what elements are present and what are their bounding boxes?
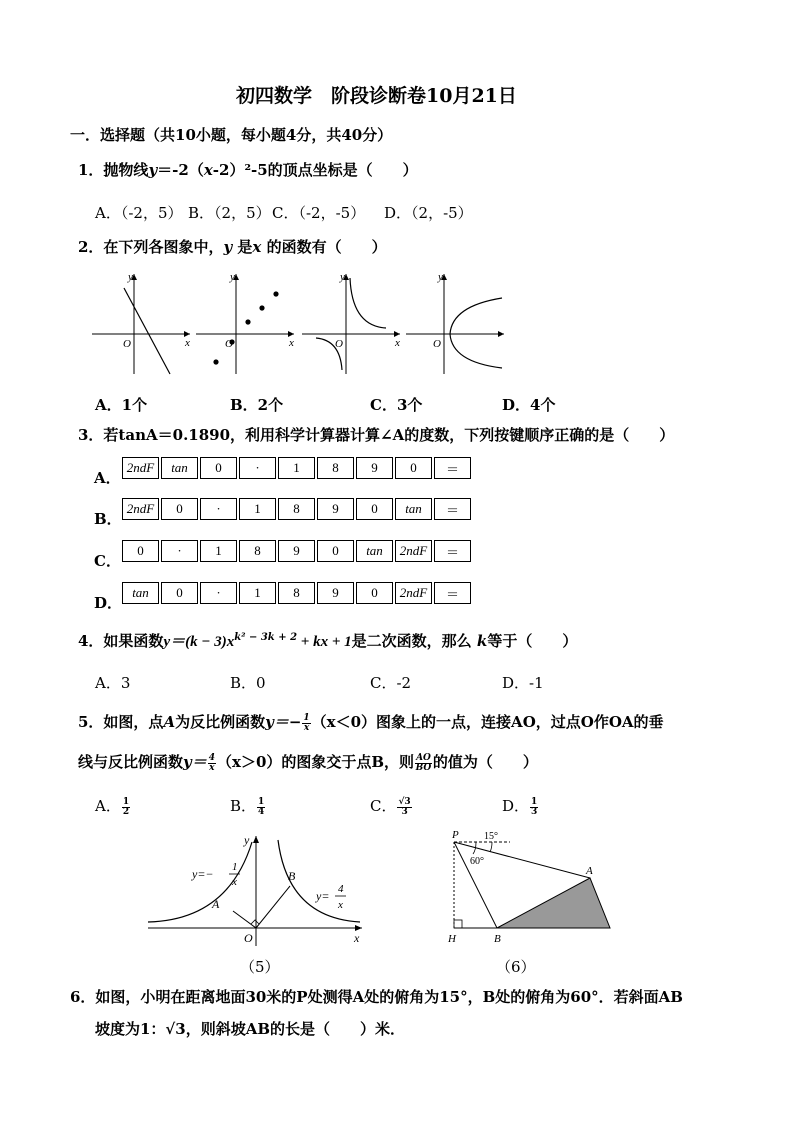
key: 1 [239, 498, 276, 520]
question-5-option-b[interactable]: B． $\frac{1}{4}$ [230, 796, 265, 817]
key-sequence-c [122, 540, 471, 562]
point-a-label: A [212, 897, 220, 911]
figure-5-caption: （5） [240, 958, 280, 976]
key-sequence-d [122, 582, 471, 604]
point-a-label: A [586, 865, 593, 877]
point-h-label: H [448, 933, 456, 945]
question-5-line-1: 5．如图，点A为反比例函数y＝− $\frac{1}{x}$ （x＜0）图象上的一点，连接AO，过点O作OA的垂 [78, 712, 664, 733]
question-3-stem: 3．若tanA＝0.1890，利用科学计算器计算∠A的度数，下列按键顺序正确的是（ ） [78, 426, 675, 444]
question-1-option-a[interactable]: A．（-2，5） [95, 204, 183, 222]
point-b-label: B [288, 869, 296, 883]
question-2-option-b[interactable]: B．2个 [230, 396, 284, 414]
key: · [161, 540, 198, 562]
right-function-label: y= [316, 889, 330, 903]
key: tan [395, 498, 432, 520]
question-1-stem: 1．抛物线y＝-2（x-2）²-5的顶点坐标是（ ） [78, 161, 418, 179]
svg-text:x: x [354, 931, 360, 945]
key: 9 [278, 540, 315, 562]
question-5-option-a[interactable]: A． $\frac{1}{2}$ [95, 796, 130, 817]
figure-6 [440, 826, 620, 946]
key: 9 [356, 457, 393, 479]
question-2-option-a[interactable]: A．1个 [95, 396, 148, 414]
question-1-option-c[interactable]: C．（-2，-5） [272, 204, 366, 222]
svg-text:x: x [289, 337, 294, 349]
key: ＝ [434, 457, 471, 479]
question-4-option-b[interactable]: B．0 [230, 674, 266, 692]
question-4-option-c[interactable]: C．-2 [370, 674, 412, 692]
key: 1 [200, 540, 237, 562]
point-b-label: B [494, 933, 501, 945]
key: 0 [161, 498, 198, 520]
graph-sideways-parabola [406, 270, 506, 376]
key: · [200, 582, 237, 604]
key: · [200, 498, 237, 520]
graph-line [92, 270, 192, 376]
question-3-option-b[interactable]: B． [94, 510, 122, 528]
key: 0 [161, 582, 198, 604]
svg-text:4: 4 [338, 883, 344, 895]
question-5-option-d[interactable]: D． $\frac{1}{3}$ [502, 796, 538, 817]
key: ＝ [434, 498, 471, 520]
key: ＝ [434, 582, 471, 604]
key: 0 [356, 582, 393, 604]
key: 2ndF [122, 498, 159, 520]
key: tan [356, 540, 393, 562]
key: 0 [395, 457, 432, 479]
key: tan [161, 457, 198, 479]
svg-text:1: 1 [232, 861, 238, 873]
key: 2ndF [395, 540, 432, 562]
key-sequence-b [122, 498, 471, 520]
question-5-line-2: 线与反比例函数y＝ $\frac{4}{x}$ （x＞0）的图象交于点B，则 $\frac{AO}{BO}$ 的值为（ ） [78, 752, 538, 773]
key: 2ndF [122, 457, 159, 479]
key-sequence-a [122, 457, 471, 479]
key: · [239, 457, 276, 479]
question-4-option-a[interactable]: A．3 [95, 674, 131, 692]
question-3-option-d[interactable]: D． [94, 594, 123, 612]
key: 0 [200, 457, 237, 479]
key: 0 [317, 540, 354, 562]
question-3-option-a[interactable]: A． [94, 469, 121, 487]
axis-y-label: y [128, 271, 133, 283]
svg-text:O: O [433, 338, 441, 350]
svg-text:y: y [244, 833, 250, 847]
key: 9 [317, 498, 354, 520]
key: 1 [239, 582, 276, 604]
question-2-option-d[interactable]: D．4个 [502, 396, 556, 414]
svg-text:O: O [335, 338, 343, 350]
question-5-option-c[interactable]: C． $\frac{√3}{3}$ [370, 796, 411, 817]
key: 9 [317, 582, 354, 604]
section-heading: 一．选择题（共10小题，每小题4分，共40分） [70, 126, 393, 144]
svg-text:x: x [232, 876, 237, 888]
key: 2ndF [395, 582, 432, 604]
svg-text:x: x [338, 899, 343, 911]
svg-text:O: O [225, 338, 233, 350]
question-1-option-d[interactable]: D．（2，-5） [384, 204, 473, 222]
origin-label: O [244, 931, 253, 945]
key: 0 [356, 498, 393, 520]
left-function-label: y=− [192, 867, 214, 881]
svg-text:y: y [230, 271, 235, 283]
graph-hyperbola [302, 270, 402, 376]
question-1-option-b[interactable]: B．（2，5） [188, 204, 271, 222]
key: tan [122, 582, 159, 604]
graph-points [196, 270, 296, 376]
question-2-option-c[interactable]: C．3个 [370, 396, 423, 414]
angle-60-label: 60° [470, 856, 484, 867]
key: 8 [278, 498, 315, 520]
key: 0 [122, 540, 159, 562]
origin-label: O [123, 338, 131, 350]
figure-6-caption: （6） [496, 958, 536, 976]
svg-text:x: x [395, 337, 400, 349]
point-p-label: P [452, 829, 459, 841]
page-title: 初四数学 阶段诊断卷10月21日 [236, 85, 517, 107]
angle-15-label: 15° [484, 831, 498, 842]
key: 8 [317, 457, 354, 479]
question-4-stem: 4．如果函数$y=(k - 3)x^{k^2 - 3k + 2}$ + kx + 1是二次函数，那么 k等于（ ） [78, 632, 578, 650]
key: 8 [278, 582, 315, 604]
svg-text:y: y [438, 271, 443, 283]
axis-x-label: x [185, 337, 190, 349]
question-2-stem: 2．在下列各图象中，y 是x 的函数有（ ） [78, 238, 387, 256]
question-6-line-1: 6．如图，小明在距离地面30米的P处测得A处的俯角为15°，B处的俯角为60°．若斜面AB [70, 988, 683, 1006]
key: 8 [239, 540, 276, 562]
figure-5 [148, 832, 368, 948]
svg-text:y: y [340, 271, 345, 283]
key: 1 [278, 457, 315, 479]
key: ＝ [434, 540, 471, 562]
question-6-line-2: 坡度为1：√3，则斜坡AB的长是（ ）米． [95, 1020, 406, 1038]
question-3-option-c[interactable]: C． [94, 552, 121, 570]
question-4-option-d[interactable]: D．-1 [502, 674, 544, 692]
